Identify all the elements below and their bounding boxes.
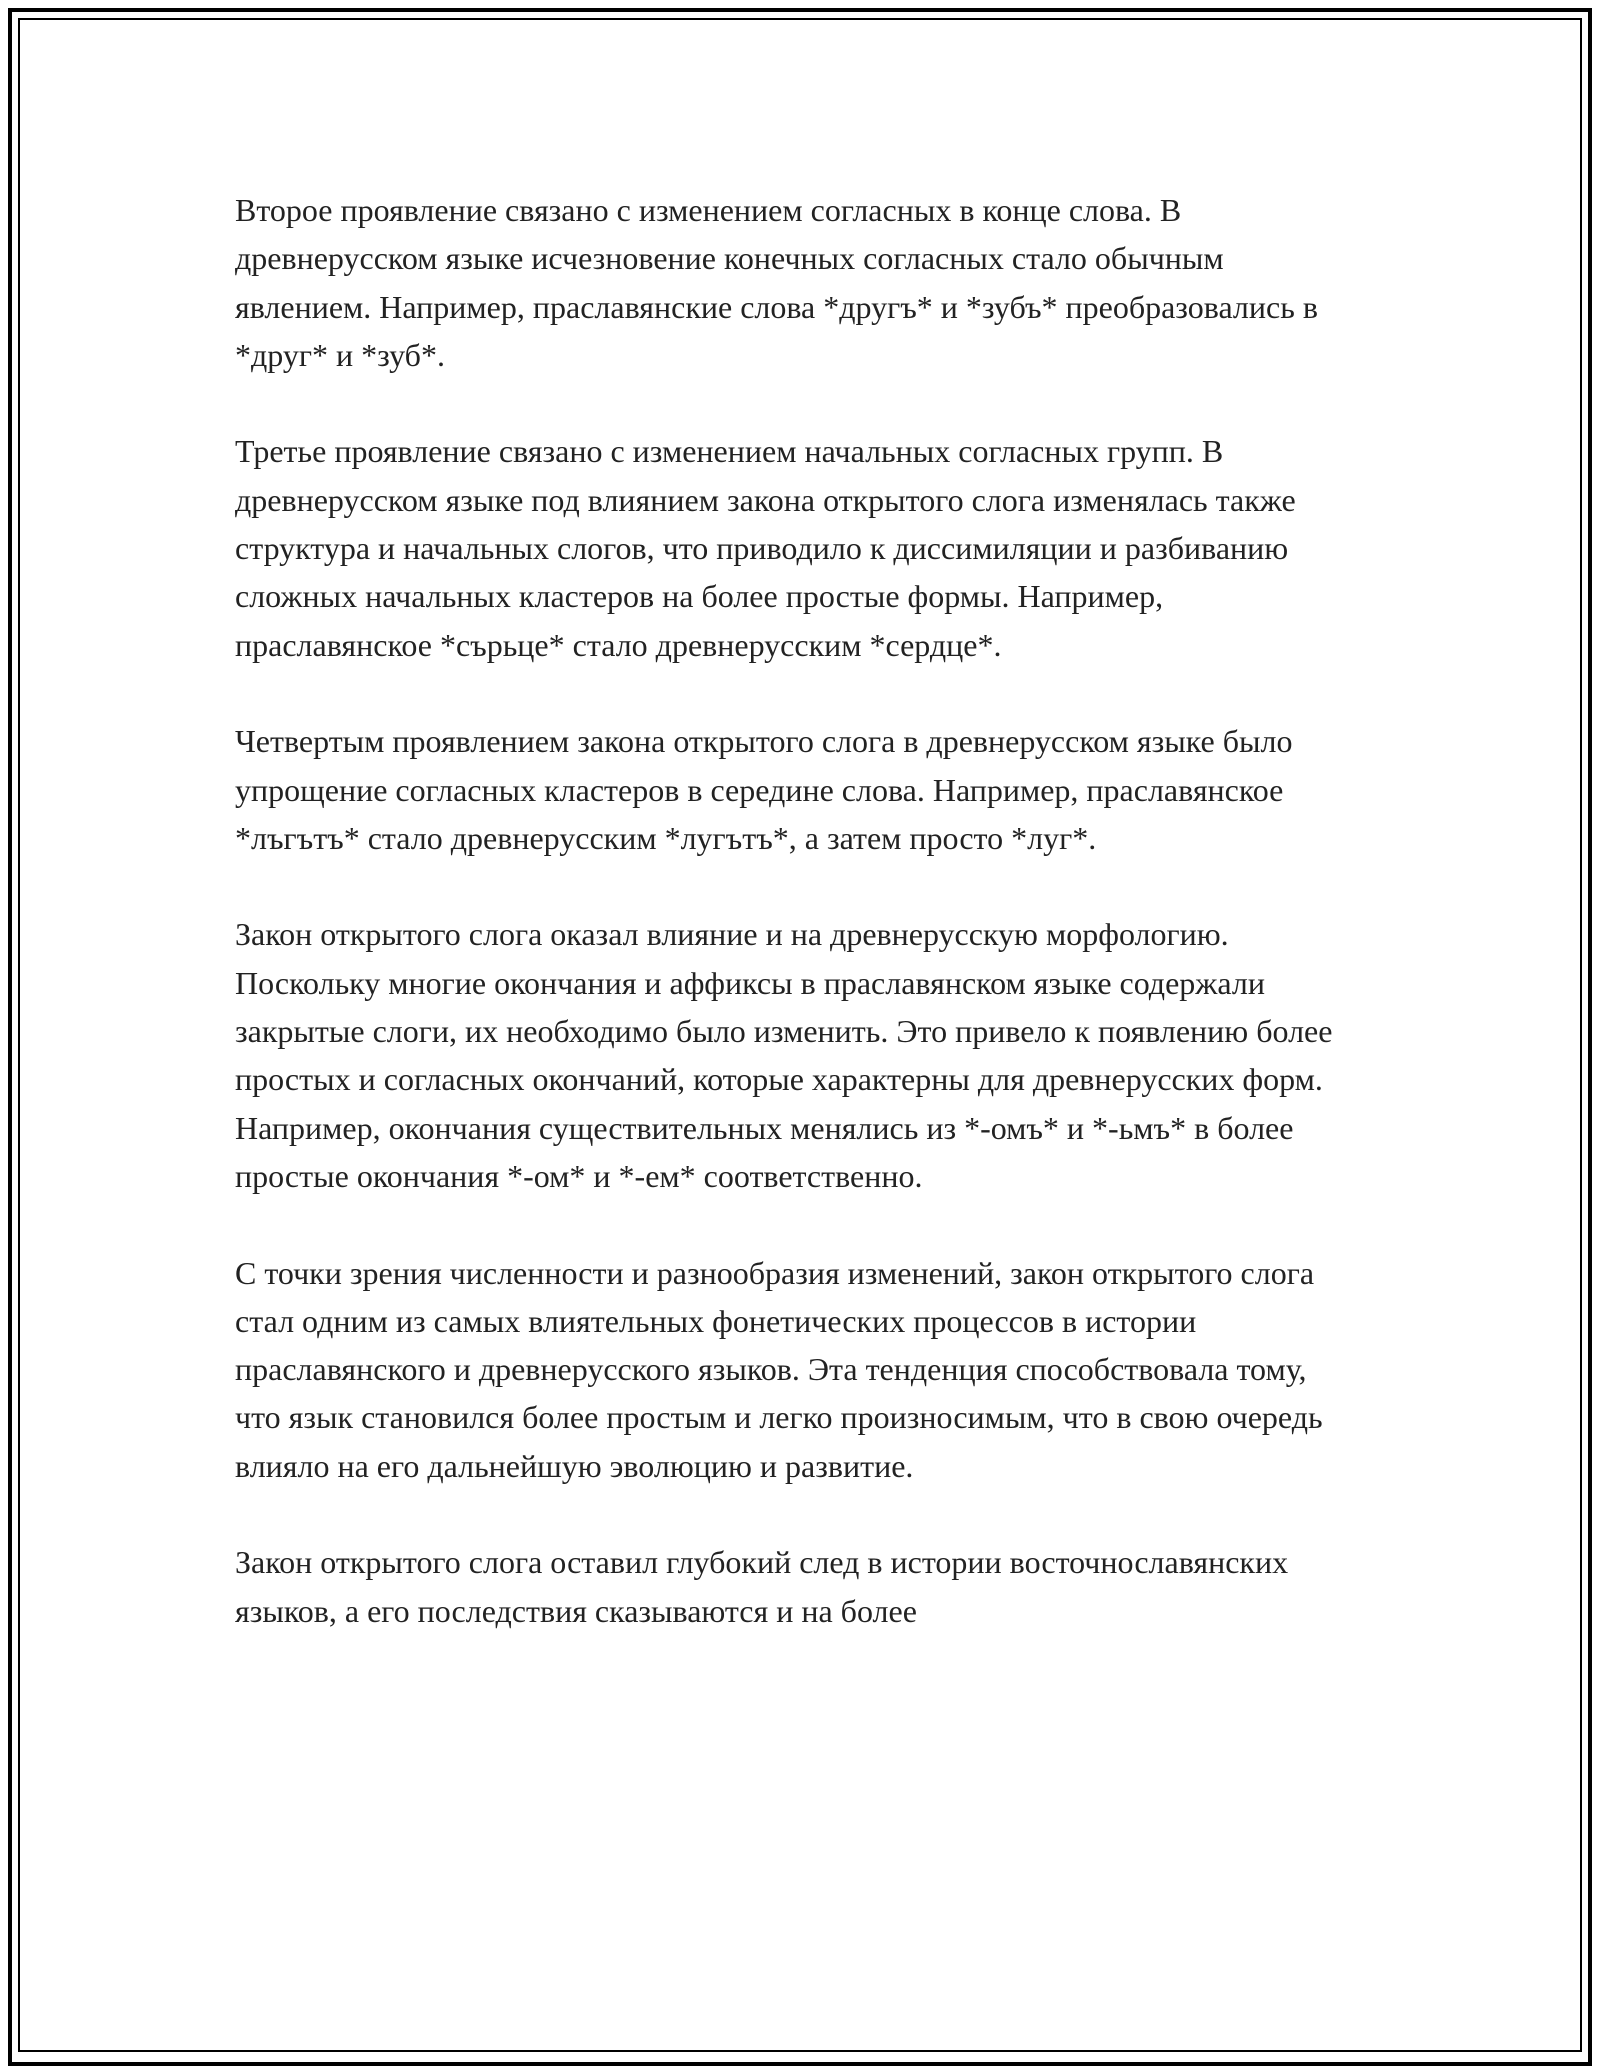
document-body (235, 186, 1355, 1635)
paragraph: Закон открытого слога оставил глубокий след в истории восточнославянских языков, а его последствия сказываются и на более (235, 1544, 1289, 1629)
paragraph: С точки зрения численности и разнообразия изменений, закон открытого слога стал одним из самых влиятельных фонетических процессов в истории праславянского и древнерусского языков. Эта тенденция способствовала тому, что язык становился более простым и легко произносимым, что в свою очередь влияло на его дальнейшую эволюцию и развитие. (235, 1254, 1323, 1484)
paragraph: Второе проявление связано с изменением согласных в конце слова. В древнерусском языке исчезновение конечных согласных стало обычным явлением. Например, праславянские слова *другъ* и *зубъ* преобразовались в *друг* и *зуб*. (235, 192, 1318, 373)
paragraph: Четвертым проявлением закона открытого слога в древнерусском языке было упрощение согласных кластеров в середине слова. Например, праславянское *лъгътъ* стало древнерусским *лугътъ*, а затем просто *луг*. (235, 723, 1293, 856)
paragraph: Третье проявление связано с изменением начальных согласных групп. В древнерусском языке под влиянием закона открытого слога изменялась также структура и начальных слогов, что приводило к диссимиляции и разбиванию сложных начальных кластеров на более простые формы. Например, праславянское *сърьце* стало древнерусским *сердце*. (235, 433, 1296, 663)
paragraph: Закон открытого слога оказал влияние и на древнерусскую морфологию. Поскольку многие окончания и аффиксы в праславянском языке содержали закрытые слоги, их необходимо было изменить. Это привело к появлению более простых и согласных окончаний, которые характерны для древнерусских форм. Например, окончания существительных менялись из *-омъ* и *-ьмъ* в более простые окончания *-ом* и *-ем* соответственно. (235, 916, 1333, 1194)
